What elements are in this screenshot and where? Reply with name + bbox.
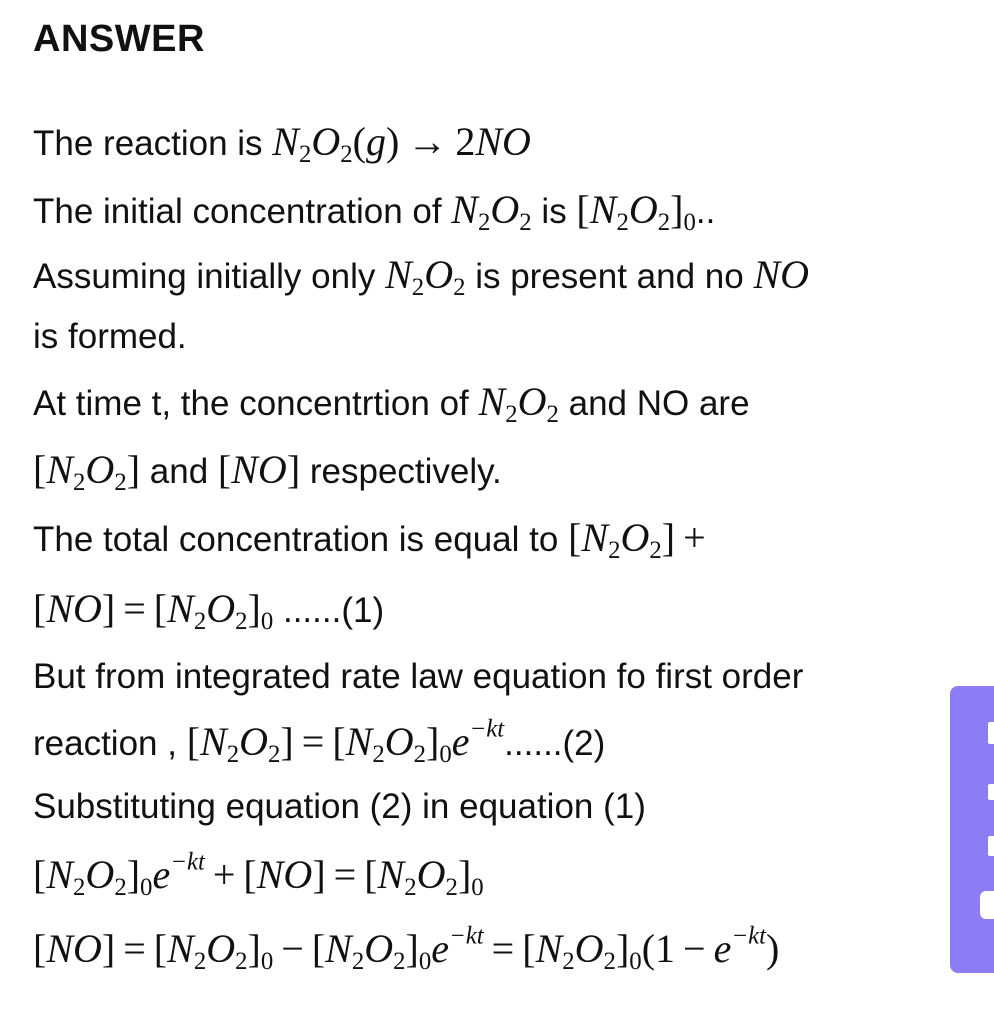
n2o2-concentration-plus: $[N_2O_2]$ +: [568, 515, 706, 564]
equation-2-label: ......(2): [504, 724, 606, 763]
n2o2-concentration: $[N_2O_2]$: [33, 447, 141, 496]
n2o2-symbol: $N_2O_2$: [478, 379, 559, 428]
substituted-equation-line: [33, 838, 973, 912]
no-symbol: NO: [753, 252, 810, 297]
text-at-time-t: At time t, the concentrtion of: [33, 384, 479, 423]
n2o2-symbol: $N_2O_2$: [385, 252, 466, 301]
tab-glyph-icon: [988, 784, 994, 800]
final-equation-line: [33, 912, 973, 986]
answer-heading: ANSWER: [33, 18, 205, 60]
equation-1-line: [33, 572, 973, 646]
initial-concentration-expr: $[N_2O_2]_0$: [576, 187, 696, 236]
tab-box-icon: [980, 891, 994, 919]
no-concentration: [NO]: [217, 447, 301, 492]
text-and: and: [140, 452, 218, 491]
assumption-line: [33, 244, 973, 306]
reaction-equation: $N_2O_2(g) \to 2NO$: [272, 119, 531, 168]
equation-2-line: [33, 708, 973, 776]
n2o2-symbol: $N_2O_2$: [451, 187, 532, 236]
substituting-line: Substituting equation (2) in equation (1): [33, 787, 646, 826]
text-initial-concentration: The initial concentration of: [33, 192, 452, 231]
integrated-rate-law-line: But from integrated rate law equation fo first order: [33, 657, 804, 696]
text-respectively: respectively.: [300, 452, 502, 491]
text-reaction: reaction ,: [33, 724, 187, 763]
side-feedback-tab[interactable]: [950, 686, 994, 973]
trailing-dots: ..: [695, 192, 716, 231]
tab-glyph-icon: [988, 722, 994, 744]
reaction-line: [33, 108, 973, 176]
equation-1-label: ......(1): [273, 591, 385, 630]
text-assuming: Assuming initially only: [33, 257, 386, 296]
text-and-no-are: and NO are: [558, 384, 750, 423]
is-formed-line: is formed.: [33, 317, 187, 356]
substituted-equation: $[N_2O_2]_0e^{-kt} + [NO] = [N_2O_2]_0$: [33, 848, 484, 901]
equation-1: $[NO] = [N_2O_2]_0$: [33, 586, 274, 635]
equation-2: $[N_2O_2] = [N_2O_2]_0e^{-kt}$: [186, 715, 505, 768]
text-reaction-is: The reaction is: [33, 124, 273, 163]
respectively-line: [33, 436, 973, 504]
text-is: is: [531, 192, 577, 231]
answer-body: [33, 108, 973, 986]
time-t-line: [33, 368, 973, 436]
total-concentration-line: [33, 504, 973, 572]
initial-concentration-line: [33, 176, 973, 244]
text-total-concentration: The total concentration is equal to: [33, 520, 569, 559]
final-equation: $[NO] = [N_2O_2]_0 - [N_2O_2]_0e^{-kt} = [N_2O_2]_0(1 - e^{-kt})$: [33, 922, 780, 975]
text-is-present: is present and no: [465, 257, 754, 296]
tab-glyph-icon: [988, 836, 994, 856]
